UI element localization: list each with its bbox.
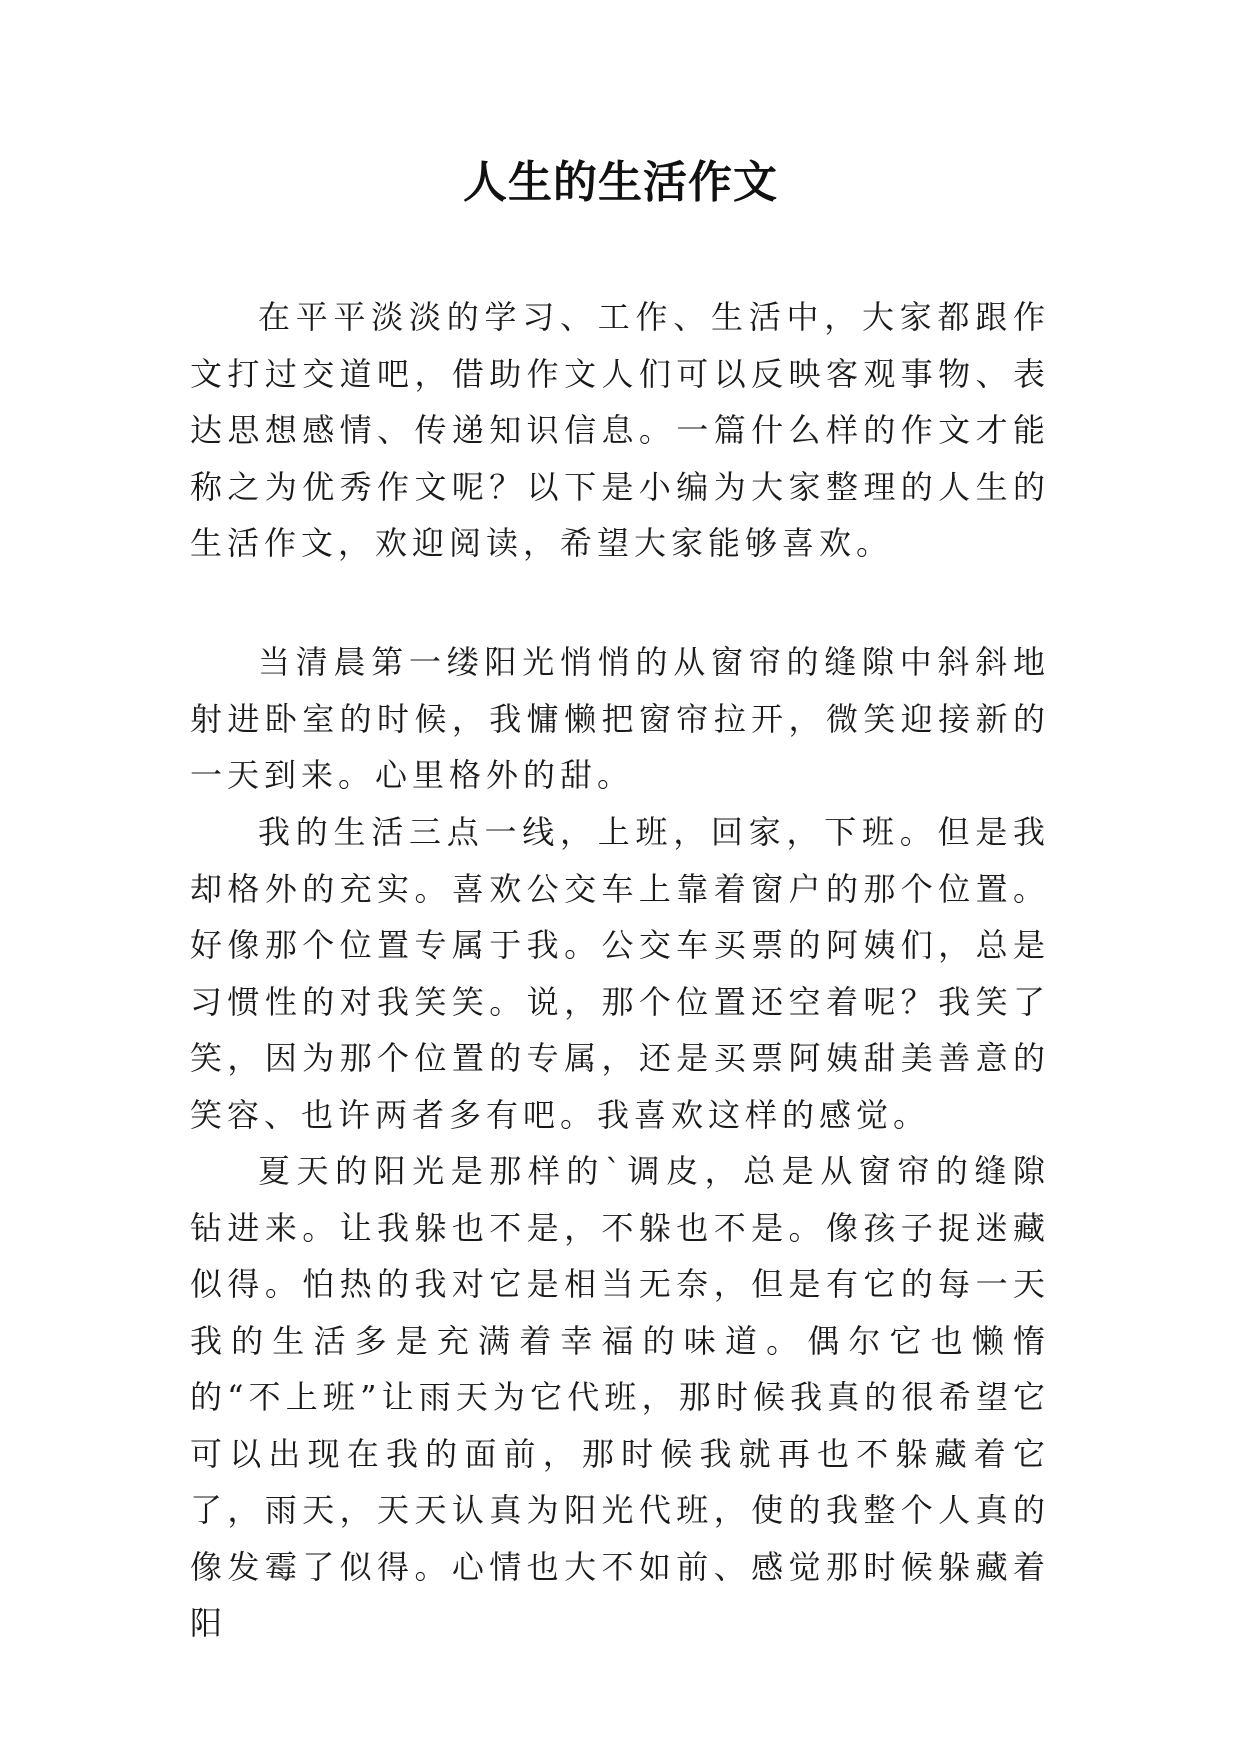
paragraph-summer: 夏天的阳光是那样的`调皮，总是从窗帘的缝隙钻进来。让我躲也不是，不躲也不是。像孩子捉迷藏似得。怕热的我对它是相当无奈，但是有它的每一天我的生活多是充满着幸福的味道。偶尔它也懒惰的“不上班”让雨天为它代班，那时候我真的很希望它可以出现在我的面前，那时候我就再也不躲藏着它了，雨天，天天认真为阳光代班，使的我整个人真的像发霉了似得。心情也大不如前、感觉那时候躲藏着阳 bbox=[190, 1152, 1050, 1642]
paragraph-daily-life: 我的生活三点一线，上班，回家，下班。但是我却格外的充实。喜欢公交车上靠着窗户的那个位置。好像那个位置专属于我。公交车买票的阿姨们，总是习惯性的对我笑笑。说，那个位置还空着呢？我笑了笑，因为那个位置的专属，还是买票阿姨甜美善意的笑容、也许两者多有吧。我喜欢这样的感觉。 bbox=[190, 813, 1050, 1134]
document-title: 人生的生活作文 bbox=[463, 157, 778, 208]
paragraph-morning: 当清晨第一缕阳光悄悄的从窗帘的缝隙中斜斜地射进卧室的时候，我慵懒把窗帘拉开，微笑迎接新的一天到来。心里格外的甜。 bbox=[190, 643, 1050, 794]
paragraph-intro: 在平平淡淡的学习、工作、生活中，大家都跟作文打过交道吧，借助作文人们可以反映客观事物、表达思想感情、传递知识信息。一篇什么样的作文才能称之为优秀作文呢？以下是小编为大家整理的人生的生活作文，欢迎阅读，希望大家能够喜欢。 bbox=[190, 298, 1050, 562]
